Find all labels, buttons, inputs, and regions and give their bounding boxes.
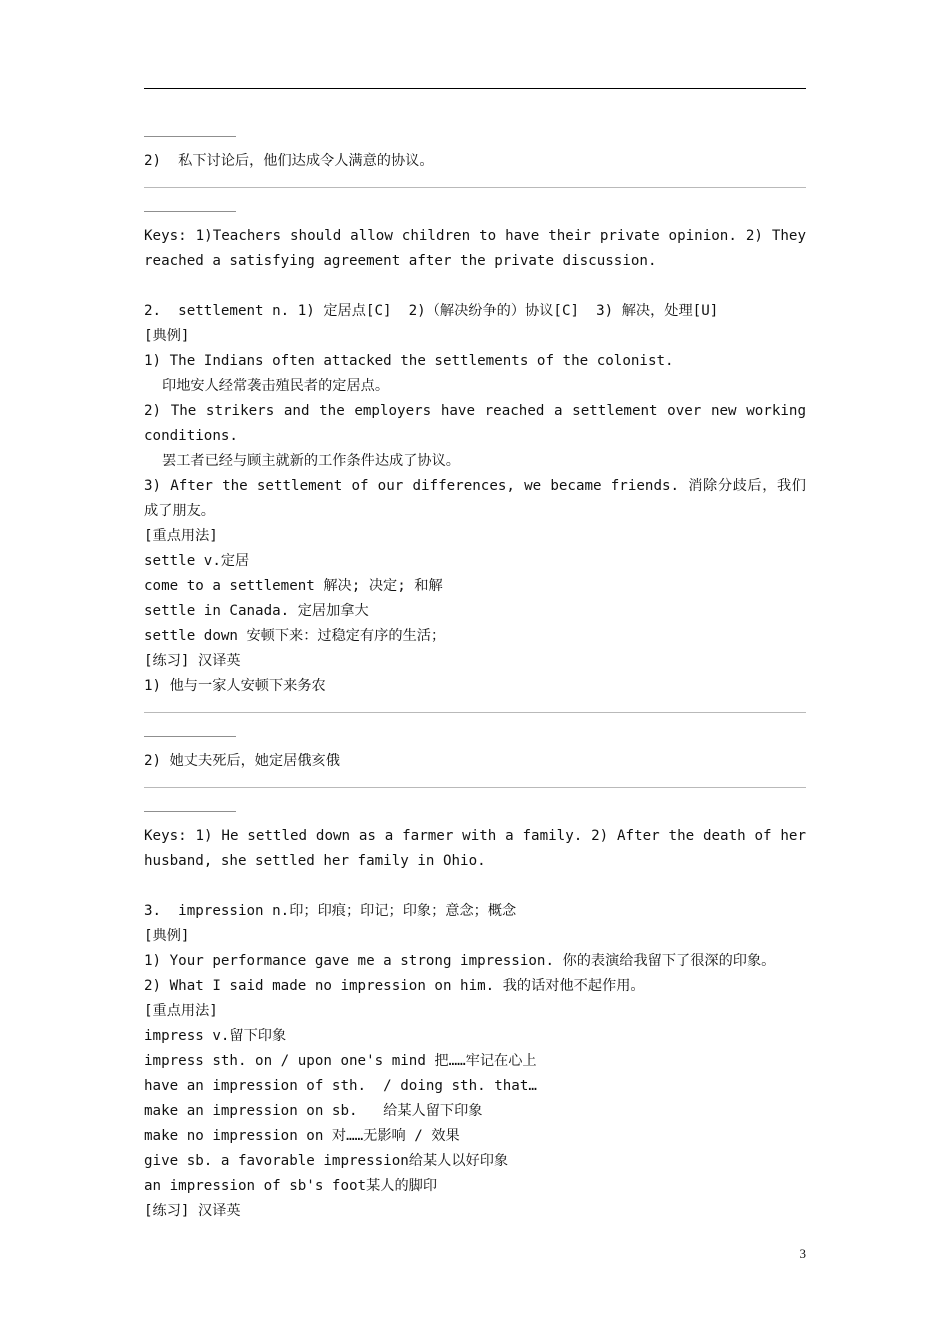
answer-line (144, 699, 806, 724)
example-sentence: 3) After the settlement of our differences, we became friends. 消除分歧后，我们成了朋友。 (144, 478, 806, 519)
examples-label: [典例] (144, 928, 190, 944)
answer-line-short (144, 124, 806, 149)
example-translation: 印地安人经常袭击殖民者的定居点。 (162, 378, 390, 394)
vocab-heading-settlement: 2. settlement n. 1) 定居点[C] 2)（解决纷争的）协议[C] 3) 解决，处理[U] (144, 303, 719, 319)
answer-line (144, 774, 806, 799)
example-sentence: 2) The strikers and the employers have reached a settlement over new working conditions. (144, 403, 815, 444)
usage-label: [重点用法] (144, 528, 218, 544)
spacer (144, 274, 806, 299)
practice-question: 1) 他与一家人安顿下来务农 (144, 678, 326, 694)
page-number: 3 (799, 1246, 806, 1261)
exercise-question-2: 2) 私下讨论后，他们达成令人满意的协议。 (144, 153, 434, 169)
usage-label: [重点用法] (144, 1003, 218, 1019)
usage-item: settle v.定居 (144, 553, 250, 569)
usage-item: give sb. a favorable impression给某人以好印象 (144, 1153, 509, 1169)
example-sentence: 1) Your performance gave me a strong impression. 你的表演给我留下了很深的印象。 (144, 953, 776, 969)
usage-item: have an impression of sth. / doing sth. that… (144, 1078, 537, 1094)
practice-label: [练习] 汉译英 (144, 1203, 241, 1219)
usage-item: come to a settlement 解决; 决定; 和解 (144, 578, 443, 594)
answer-line-short (144, 199, 806, 224)
usage-item: impress v.留下印象 (144, 1028, 287, 1044)
practice-question: 2) 她丈夫死后，她定居俄亥俄 (144, 753, 340, 769)
answer-keys: Keys: 1) He settled down as a farmer with a family. 2) After the death of her husband, she settled her family in Ohio. (144, 828, 815, 869)
answer-line (144, 174, 806, 199)
examples-label: [典例] (144, 328, 190, 344)
usage-item: settle down 安顿下来：过稳定有序的生活； (144, 628, 446, 644)
example-sentence: 1) The Indians often attacked the settlements of the colonist. (144, 353, 674, 369)
usage-item: an impression of sb's foot某人的脚印 (144, 1178, 438, 1194)
usage-item: impress sth. on / upon one's mind 把……牢记在心上 (144, 1053, 537, 1069)
answer-keys: Keys: 1)Teachers should allow children to have their private opinion. 2) They reached a satisfying agreement after the private discussion. (144, 228, 815, 269)
practice-label: [练习] 汉译英 (144, 653, 241, 669)
vocab-heading-impression: 3. impression n.印；印痕；印记；印象；意念；概念 (144, 903, 517, 919)
usage-item: make an impression on sb. 给某人留下印象 (144, 1103, 483, 1119)
spacer (144, 874, 806, 899)
header-rule (144, 88, 806, 89)
example-sentence: 2) What I said made no impression on him. 我的话对他不起作用。 (144, 978, 645, 994)
answer-line-short (144, 799, 806, 824)
page-content (144, 124, 815, 1224)
example-translation: 罢工者已经与顾主就新的工作条件达成了协议。 (162, 453, 460, 469)
answer-line-short (144, 724, 806, 749)
usage-item: make no impression on 对……无影响 / 效果 (144, 1128, 460, 1144)
usage-item: settle in Canada. 定居加拿大 (144, 603, 369, 619)
